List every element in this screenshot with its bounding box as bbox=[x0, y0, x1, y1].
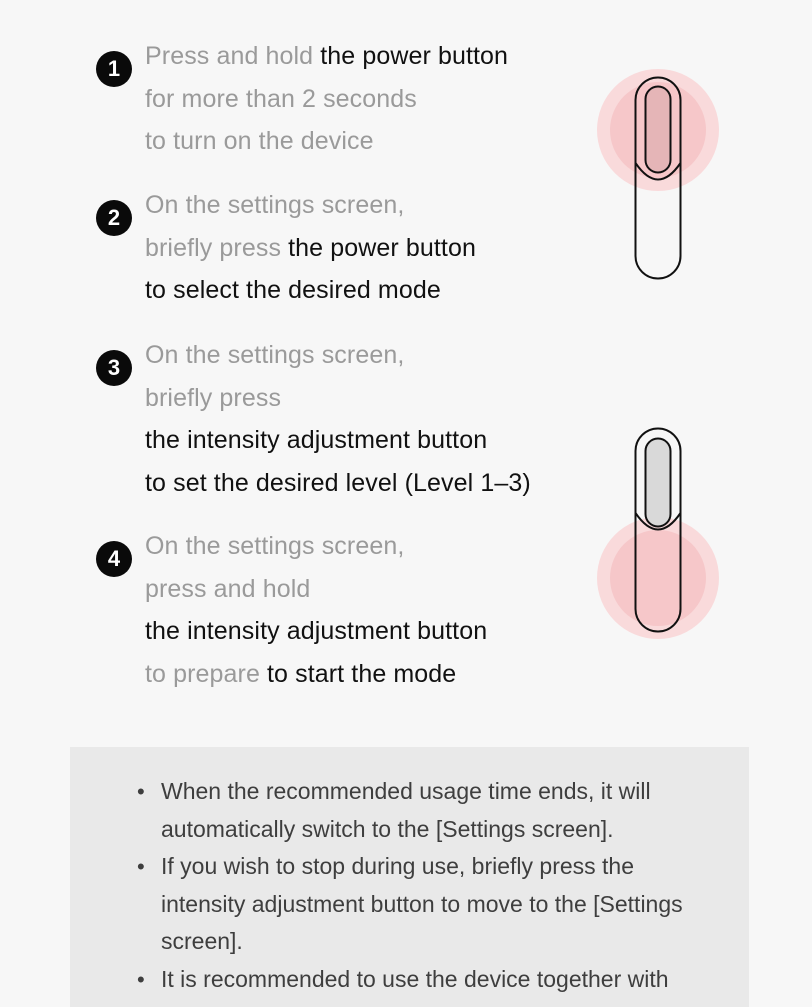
step-4-line-1: On the settings screen, bbox=[145, 532, 405, 560]
notes-list bbox=[70, 773, 749, 998]
step-1-line-2: for more than 2 seconds bbox=[145, 84, 417, 113]
step-2-line-2: briefly press the power button bbox=[145, 233, 476, 262]
bullet-icon: • bbox=[137, 854, 145, 879]
device-intensity-button-highlight-icon bbox=[595, 426, 721, 641]
step-4-text bbox=[145, 525, 605, 695]
note-item-2 bbox=[70, 848, 749, 961]
step-4-line-3: the intensity adjustment button bbox=[145, 617, 488, 646]
bullet-icon: • bbox=[137, 779, 145, 804]
notes-panel bbox=[70, 747, 749, 1007]
step-4-line-4: to prepare to start the mode bbox=[145, 659, 457, 688]
step-3-line-1: On the settings screen, bbox=[145, 341, 405, 369]
step-3-line-4: to set the desired level (Level 1–3) bbox=[145, 468, 531, 497]
device-power-button-highlight-icon bbox=[595, 68, 721, 283]
step-2-number-badge: 2 bbox=[96, 200, 132, 236]
step-3-line-2: briefly press bbox=[145, 383, 282, 412]
bullet-icon: • bbox=[137, 966, 145, 992]
step-4-number-badge: 4 bbox=[96, 541, 132, 577]
note-item-3-text: It is recommended to use the device together with bbox=[161, 965, 669, 992]
step-1-line-3: to turn on the device bbox=[145, 127, 374, 156]
step-1-text bbox=[145, 35, 605, 163]
step-1-number-badge: 1 bbox=[96, 51, 132, 87]
note-item-1-text: When the recommended usage time ends, it will automatically switch to the [Settings screen]. bbox=[161, 778, 651, 842]
note-item-1 bbox=[70, 773, 749, 848]
step-2-line-3: to select the desired mode bbox=[145, 276, 441, 305]
step-3-line-3: the intensity adjustment button bbox=[145, 426, 488, 455]
highlight-inner-ring bbox=[610, 530, 706, 626]
step-1-line-1: Press and hold the power button bbox=[145, 42, 509, 70]
note-item-2-text: If you wish to stop during use, briefly press the intensity adjustment button to move to the [Settings screen]. bbox=[161, 853, 683, 954]
step-4-line-2: press and hold bbox=[145, 574, 311, 603]
step-2-line-1: On the settings screen, bbox=[145, 191, 405, 219]
step-2-text bbox=[145, 184, 605, 312]
note-item-3 bbox=[70, 961, 749, 999]
step-3-text bbox=[145, 334, 605, 504]
power-button bbox=[646, 87, 671, 173]
step-3-number-badge: 3 bbox=[96, 350, 132, 386]
intensity-button bbox=[646, 439, 671, 527]
